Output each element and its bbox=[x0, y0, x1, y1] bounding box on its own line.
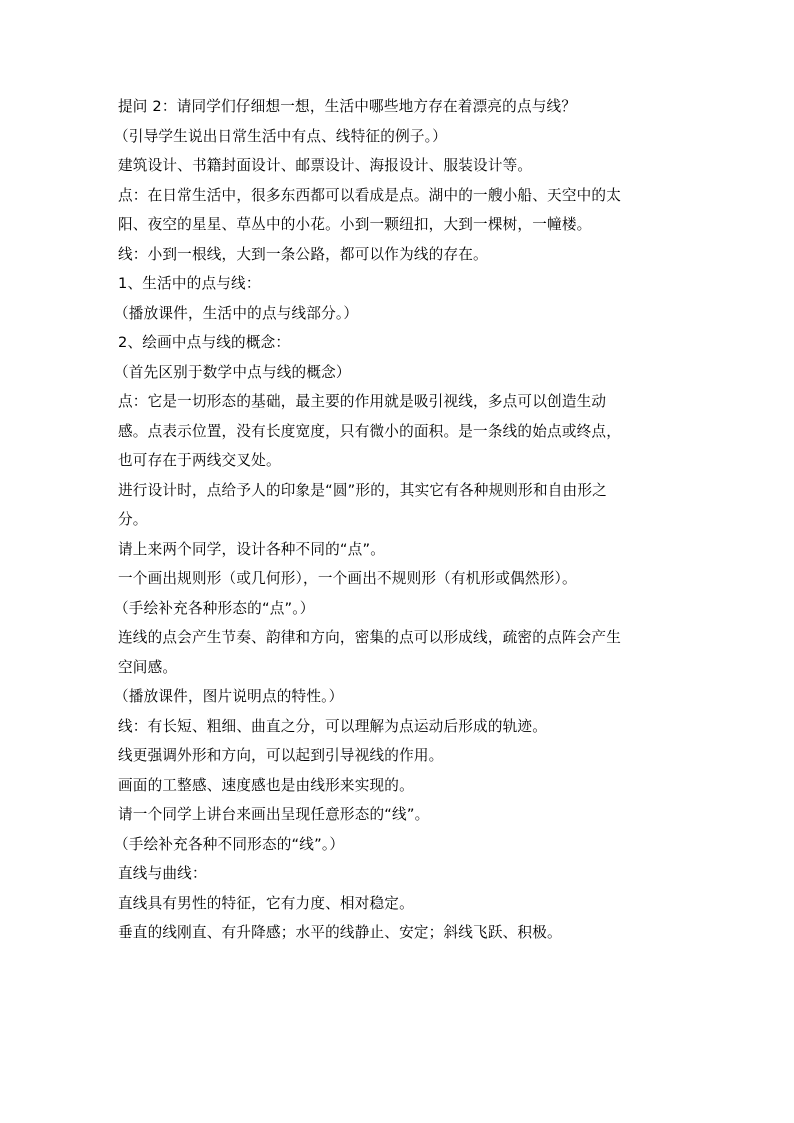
hand-drawn-lines-note: （手绘补充各种不同形态的“线”。） bbox=[114, 835, 345, 853]
design-examples-line: 建筑设计、书籍封面设计、邮票设计、海报设计、服装设计等。 bbox=[118, 157, 533, 174]
point-in-life-line-1: 点：在日常生活中，很多东西都可以看成是点。湖中的一艘小船、天空中的太 bbox=[118, 186, 621, 204]
straight-line-traits: 直线具有男性的特征，它有力度、相对稳定。 bbox=[118, 894, 414, 912]
point-definition-line-3: 也可存在于两线交叉处。 bbox=[118, 452, 281, 469]
student-point-task: 请上来两个同学，设计各种不同的“点”。 bbox=[118, 540, 386, 558]
line-feeling: 画面的工整感、速度感也是由线形来实现的。 bbox=[118, 776, 414, 794]
document-body bbox=[114, 92, 678, 948]
point-design-line-2: 分。 bbox=[118, 511, 148, 528]
line-orientation-traits: 垂直的线刚直、有升降感；水平的线静止、安定；斜线飞跃、积极。 bbox=[118, 924, 562, 941]
point-design-line-1: 进行设计时，点给予人的印象是“圆”形的，其实它有各种规则形和自由形之 bbox=[118, 481, 607, 499]
regular-irregular-shapes: 一个画出规则形（或几何形），一个画出不规则形（有机形或偶然形）。 bbox=[118, 570, 577, 587]
connected-points-line-1: 连线的点会产生节奏、韵律和方向，密集的点可以形成线，疏密的点阵会产生 bbox=[118, 629, 621, 646]
point-in-life-line-2: 阳、夜空的星星、草丛中的小花。小到一颗纽扣，大到一棵树，一幢楼。 bbox=[118, 216, 592, 233]
line-direction: 线更强调外形和方向，可以起到引导视线的作用。 bbox=[118, 747, 444, 764]
point-definition-line-1: 点：它是一切形态的基础，最主要的作用就是吸引视线，多点可以创造生动 bbox=[118, 393, 607, 410]
math-distinction-note: （首先区别于数学中点与线的概念） bbox=[114, 363, 351, 381]
line-in-life-line: 线：小到一根线，大到一条公路，都可以作为线的存在。 bbox=[118, 245, 488, 263]
question-2-line: 提问 2：请同学们仔细想一想，生活中哪些地方存在着漂亮的点与线？ bbox=[118, 98, 577, 115]
point-definition-line-2: 感。点表示位置，没有长度宽度，只有微小的面积。是一条线的始点或终点， bbox=[118, 422, 621, 440]
line-definition: 线：有长短、粗细、曲直之分，可以理解为点运动后形成的轨迹。 bbox=[118, 717, 548, 735]
section-1-heading: 1、生活中的点与线： bbox=[118, 275, 261, 292]
section-2-heading: 2、绘画中点与线的概念： bbox=[118, 334, 291, 351]
hand-drawn-points-note: （手绘补充各种形态的“点”。） bbox=[114, 599, 315, 617]
courseware-note-2: （播放课件，图片说明点的特性。） bbox=[114, 688, 344, 705]
straight-curve-heading: 直线与曲线： bbox=[118, 865, 207, 882]
connected-points-line-2: 空间感。 bbox=[118, 658, 178, 676]
guidance-note: （引导学生说出日常生活中有点、线特征的例子。） bbox=[114, 127, 447, 145]
courseware-note-1: （播放课件，生活中的点与线部分。） bbox=[114, 304, 359, 322]
student-line-task: 请一个同学上讲台来画出呈现任意形态的“线”。 bbox=[118, 806, 430, 823]
